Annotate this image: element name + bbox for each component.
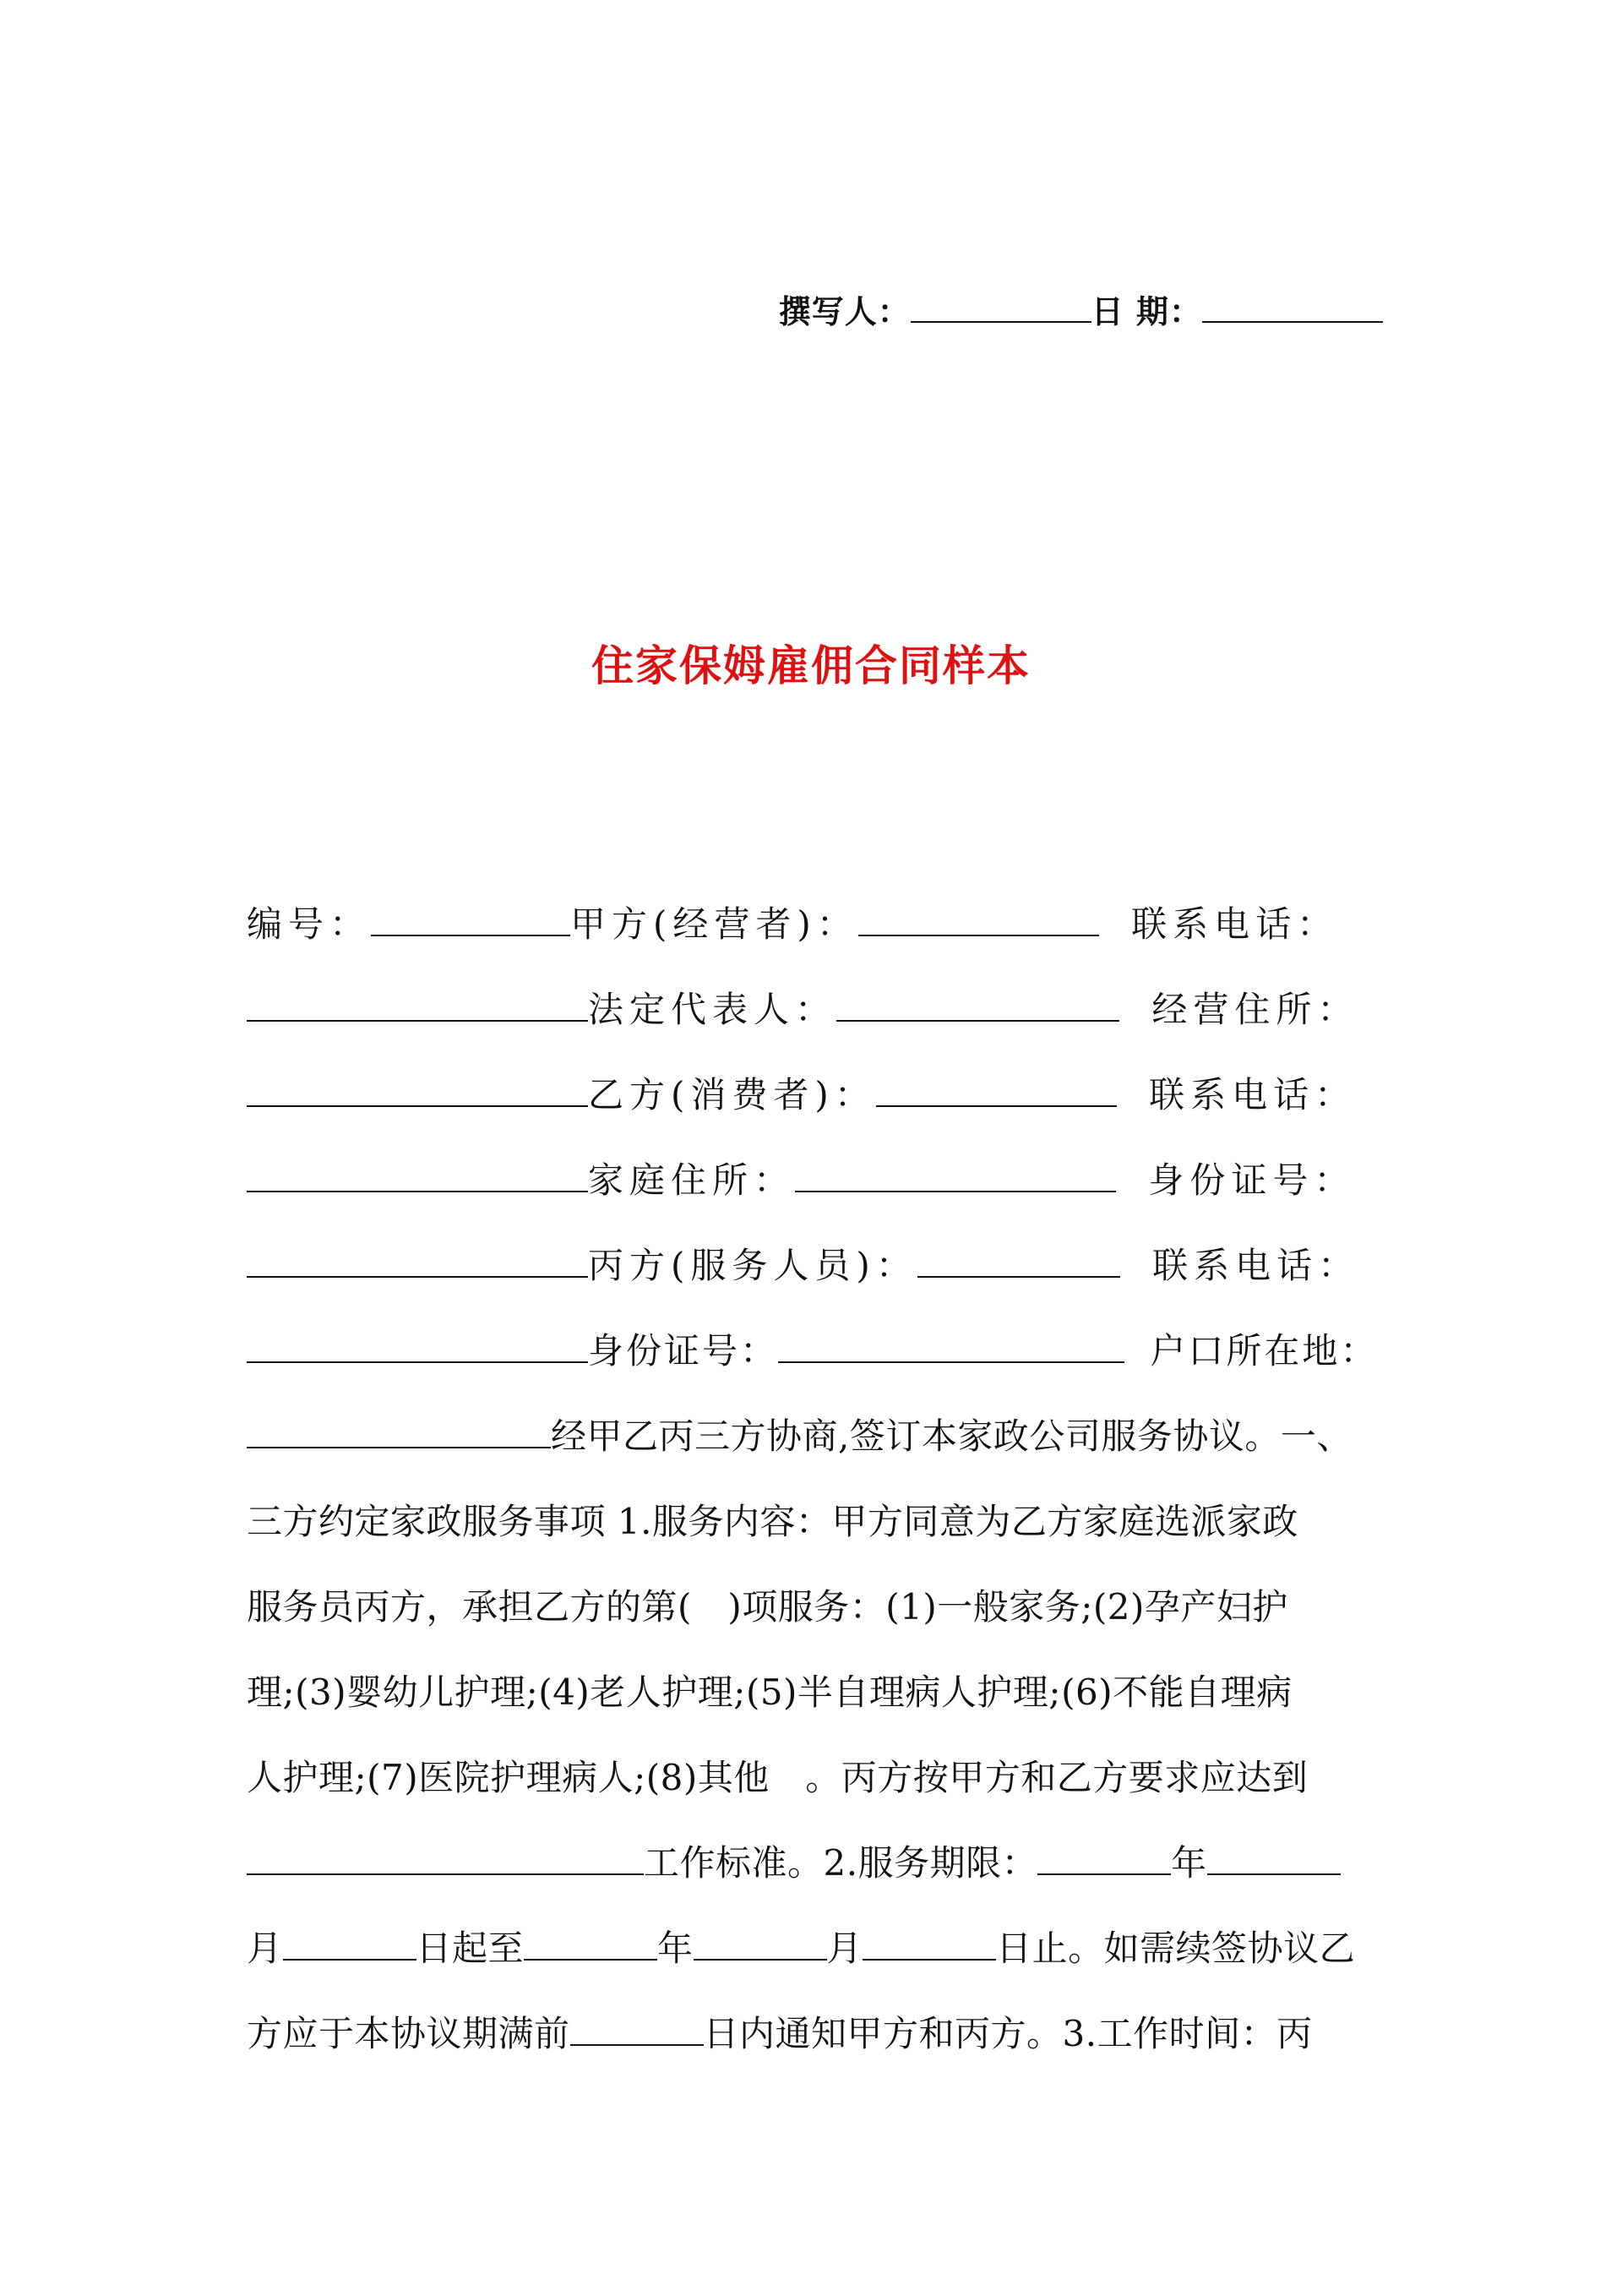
blank [836,990,1119,1022]
body-line-7 [247,1403,1383,1488]
hukou-label: 户口所在地： [1150,1330,1379,1372]
body-line-9: 服务员丙方，承担乙方的第( )项服务：(1)一般家务;(2)孕产妇护 [247,1586,1288,1628]
document-title: 住家保姆雇佣合同样本 [591,641,1031,690]
blank [247,1416,551,1448]
phone-label: 联系电话： [1152,1245,1360,1286]
body-line-13 [247,1915,1383,2000]
body-line-1 [247,891,1383,976]
party-b-label: 乙方(消费者)： [588,1074,876,1115]
blank [795,1160,1116,1192]
blank [694,1928,827,1961]
date-blank [1202,291,1383,323]
blank [570,2014,704,2046]
month-label: 月 [247,1928,283,1969]
phone-label: 联系电话： [1131,903,1339,945]
writer-label: 撰写人： [778,293,911,330]
party-a-label: 甲方(经营者)： [570,903,858,945]
body-line-12 [247,1830,1383,1915]
body-line-11: 人护理;(7)医院护理病人;(8)其他 。丙方按甲方和乙方要求应达到 [247,1757,1309,1798]
blank [247,990,588,1022]
body-line-4 [247,1147,1383,1232]
line-text: 日起至 [416,1928,525,1969]
serial-number-label: 编号： [247,903,372,945]
body-line-10: 理;(3)婴幼儿护理;(4)老人护理;(5)半自理病人护理;(6)不能自理病 [247,1672,1293,1713]
blank [917,1246,1120,1278]
home-address-label: 家庭住所： [588,1159,796,1201]
legal-rep-label: 法定代表人： [588,989,837,1030]
blank [247,1075,588,1107]
date-label: 日 期： [1091,293,1202,330]
blank [247,1331,588,1363]
blank [858,904,1099,936]
contract-body [247,891,1383,2086]
blank [863,1928,996,1961]
line-text: 日止。如需续签协议乙 [996,1928,1356,1969]
party-c-label: 丙方(服务人员)： [588,1245,917,1286]
month-label: 月 [826,1928,863,1969]
line-text: 日内通知甲方和丙方。3.工作时间：丙 [703,2013,1313,2054]
year-label: 年 [657,1928,694,1969]
blank [371,904,570,936]
blank [247,1160,588,1192]
body-line-14 [247,2000,1383,2086]
year-label: 年 [1171,1842,1207,1884]
line-text: 方应于本协议期满前 [247,2013,570,2054]
blank [778,1331,1124,1363]
body-line-3 [247,1061,1383,1147]
blank [247,1843,644,1875]
line-text: 工作标准。2.服务期限： [644,1842,1038,1884]
id-number-label: 身份证号： [588,1330,779,1372]
id-number-label: 身份证号： [1148,1159,1356,1201]
blank [876,1075,1117,1107]
author-date-line [779,286,1383,332]
blank [1207,1843,1341,1875]
blank [283,1928,416,1961]
blank [1037,1843,1171,1875]
blank [247,1246,588,1278]
writer-blank [911,291,1091,323]
body-line-5 [247,1232,1383,1317]
body-line-2 [247,976,1383,1061]
phone-label: 联系电话： [1149,1074,1357,1115]
line-text: 经甲乙丙三方协商,签订本家政公司服务协议。一、 [551,1415,1353,1457]
business-address-label: 经营住所： [1151,989,1359,1030]
body-line-6 [247,1317,1383,1403]
body-line-8: 三方约定家政服务事项 1.服务内容：甲方同意为乙方家庭选派家政 [247,1501,1298,1542]
blank [524,1928,657,1961]
